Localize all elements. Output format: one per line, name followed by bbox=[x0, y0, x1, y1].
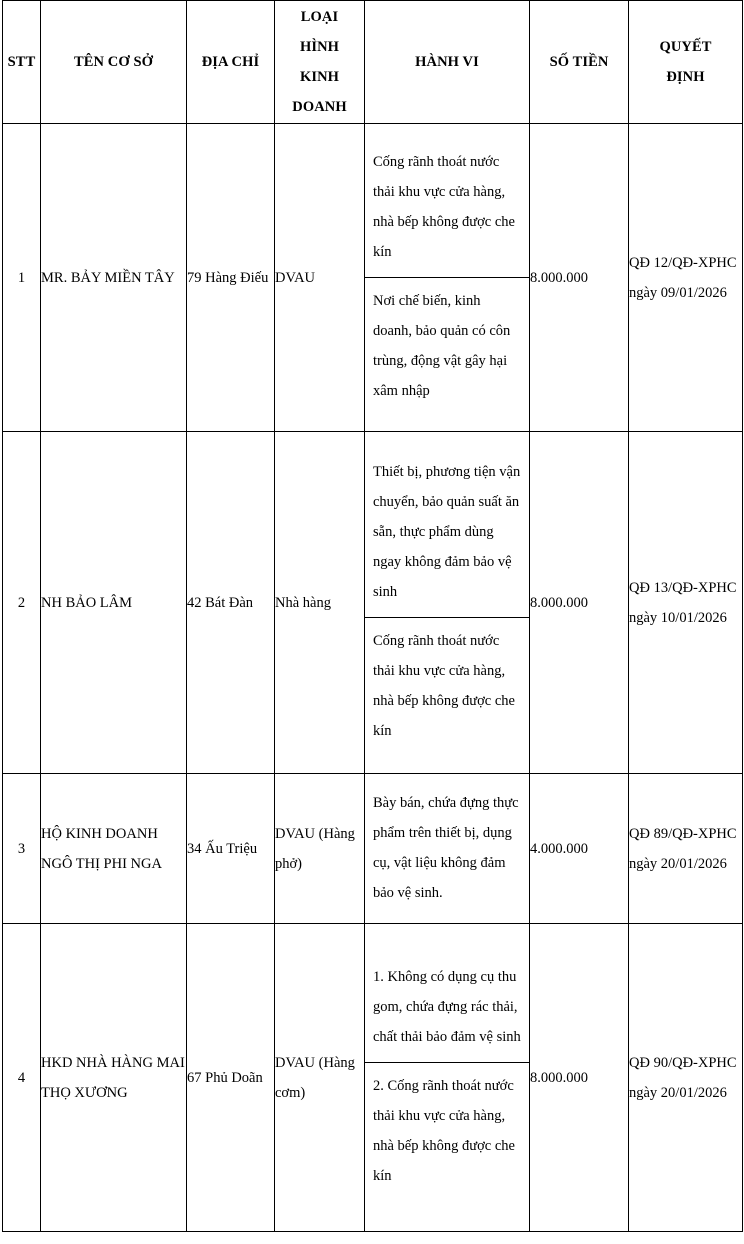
column-header-loai-hinh-line-3: KINH bbox=[299, 69, 340, 85]
hanh-vi-text: Bày bán, chứa đựng thực phẩm trên thiết bị, dụng cụ, vật liệu không đảm bảo vệ sinh. bbox=[373, 794, 519, 901]
cell-ten-co-so: MR. BẢY MIỀN TÂY bbox=[41, 124, 187, 432]
cell-quyet-dinh: QĐ 12/QĐ-XPHC ngày 09/01/2026 bbox=[629, 124, 743, 432]
table-row bbox=[3, 774, 743, 924]
column-header-hanh-vi-label: HÀNH VI bbox=[415, 54, 479, 70]
column-header-hanh-vi bbox=[365, 1, 530, 124]
column-header-so-tien bbox=[530, 1, 629, 124]
column-header-quyet-dinh-line-1: QUYẾT bbox=[659, 39, 712, 55]
table-row bbox=[3, 432, 743, 774]
column-header-dia-chi-label: ĐỊA CHỈ bbox=[201, 54, 260, 70]
table-row bbox=[3, 924, 743, 1232]
column-header-loai-hinh-line-4: DOANH bbox=[292, 99, 347, 115]
cell-quyet-dinh: QĐ 90/QĐ-XPHC ngày 20/01/2026 bbox=[629, 924, 743, 1232]
hanh-vi-item bbox=[365, 139, 529, 277]
hanh-vi-text: 1. Không có dụng cụ thu gom, chứa đựng rác thải, chất thải bảo đảm vệ sinh bbox=[373, 969, 521, 1045]
cell-dia-chi: 79 Hàng Điếu bbox=[187, 124, 275, 432]
cell-quyet-dinh: QĐ 89/QĐ-XPHC ngày 20/01/2026 bbox=[629, 774, 743, 924]
column-header-quyet-dinh-line-2: ĐỊNH bbox=[666, 69, 705, 85]
cell-loai-hinh: DVAU (Hàng cơm) bbox=[275, 924, 365, 1232]
column-header-dia-chi bbox=[187, 1, 275, 124]
table-row bbox=[3, 124, 743, 432]
hanh-vi-text: Thiết bị, phương tiện vận chuyển, bảo quản suất ăn sẵn, thực phẩm dùng ngay không đảm bảo vệ sinh bbox=[373, 464, 521, 600]
violations-table bbox=[2, 0, 743, 1232]
hanh-vi-text: Cống rãnh thoát nước thải khu vực cửa hàng, nhà bếp không được che kín bbox=[373, 633, 515, 739]
cell-hanh-vi bbox=[365, 432, 530, 774]
table-body bbox=[3, 124, 743, 1232]
column-header-quyet-dinh bbox=[629, 1, 743, 124]
column-header-loai-hinh-line-1: LOẠI bbox=[300, 9, 339, 25]
cell-hanh-vi bbox=[365, 124, 530, 432]
cell-dia-chi: 34 Ấu Triệu bbox=[187, 774, 275, 924]
cell-so-tien: 8.000.000 bbox=[530, 924, 629, 1232]
hanh-vi-item bbox=[365, 1062, 529, 1201]
cell-ten-co-so: NH BẢO LÂM bbox=[41, 432, 187, 774]
cell-dia-chi: 42 Bát Đàn bbox=[187, 432, 275, 774]
cell-loai-hinh: DVAU bbox=[275, 124, 365, 432]
hanh-vi-text: Nơi chế biến, kinh doanh, bảo quản có côn trùng, động vật gây hại xâm nhập bbox=[373, 293, 511, 399]
cell-stt: 2 bbox=[3, 432, 41, 774]
cell-so-tien: 8.000.000 bbox=[530, 124, 629, 432]
cell-dia-chi: 67 Phủ Doãn bbox=[187, 924, 275, 1232]
hanh-vi-text: Cống rãnh thoát nước thải khu vực cửa hàng, nhà bếp không được che kín bbox=[373, 154, 515, 260]
column-header-stt-label: STT bbox=[7, 54, 36, 70]
cell-stt: 1 bbox=[3, 124, 41, 432]
hanh-vi-item bbox=[365, 617, 529, 756]
column-header-stt bbox=[3, 1, 41, 124]
cell-so-tien: 8.000.000 bbox=[530, 432, 629, 774]
hanh-vi-item bbox=[365, 277, 529, 416]
table-header bbox=[3, 1, 743, 124]
cell-loai-hinh: DVAU (Hàng phở) bbox=[275, 774, 365, 924]
column-header-loai-hinh-kinh-doanh bbox=[275, 1, 365, 124]
table-header-row bbox=[3, 1, 743, 124]
cell-so-tien: 4.000.000 bbox=[530, 774, 629, 924]
cell-stt: 4 bbox=[3, 924, 41, 1232]
cell-ten-co-so: HỘ KINH DOANH NGÔ THỊ PHI NGA bbox=[41, 774, 187, 924]
column-header-ten-co-so bbox=[41, 1, 187, 124]
column-header-ten-co-so-label: TÊN CƠ SỞ bbox=[73, 54, 154, 70]
hanh-vi-text: 2. Cống rãnh thoát nước thải khu vực cửa hàng, nhà bếp không được che kín bbox=[373, 1078, 515, 1184]
column-header-so-tien-label: SỐ TIỀN bbox=[549, 54, 609, 70]
cell-hanh-vi bbox=[365, 774, 530, 924]
cell-hanh-vi bbox=[365, 924, 530, 1232]
hanh-vi-item bbox=[365, 449, 529, 617]
cell-ten-co-so: HKD NHÀ HÀNG MAI THỌ XƯƠNG bbox=[41, 924, 187, 1232]
cell-quyet-dinh: QĐ 13/QĐ-XPHC ngày 10/01/2026 bbox=[629, 432, 743, 774]
column-header-loai-hinh-line-2: HÌNH bbox=[299, 39, 340, 55]
hanh-vi-item bbox=[365, 954, 529, 1062]
cell-stt: 3 bbox=[3, 774, 41, 924]
hanh-vi-item bbox=[365, 780, 529, 918]
cell-loai-hinh: Nhà hàng bbox=[275, 432, 365, 774]
